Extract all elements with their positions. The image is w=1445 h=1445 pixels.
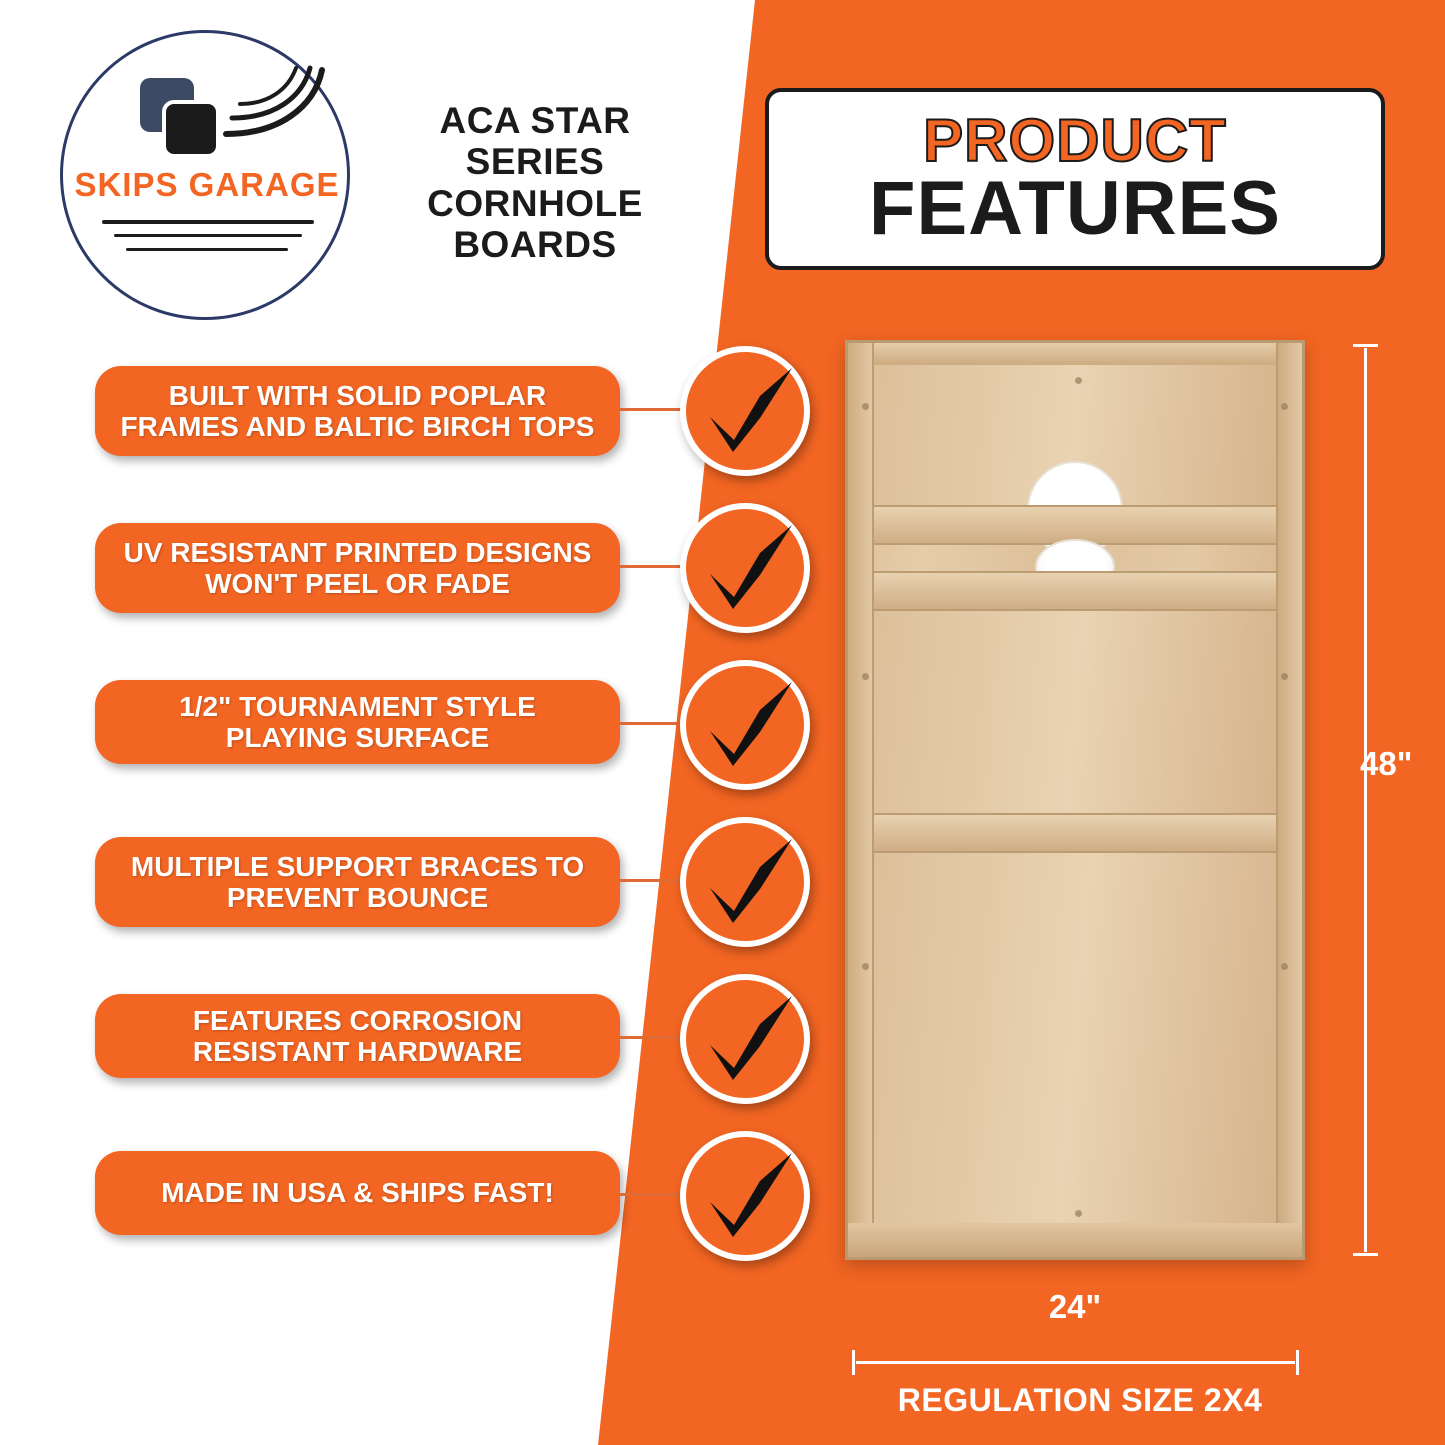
product-features-banner (765, 88, 1385, 270)
feature-label: UV RESISTANT PRINTED DESIGNS WON'T PEEL OR FADE (95, 523, 620, 613)
banner-product-text: PRODUCT (923, 107, 1227, 174)
board-right-rail (1276, 343, 1302, 1257)
support-brace (874, 813, 1276, 853)
board-middle-panel (874, 611, 1276, 813)
list-item (0, 513, 760, 670)
feature-list (0, 356, 760, 1298)
width-dimension-label: 24" (1048, 1288, 1102, 1325)
board-bottom-panel (874, 853, 1276, 1223)
screw-icon (1281, 673, 1288, 680)
list-item (0, 670, 760, 827)
feature-label: BUILT WITH SOLID POPLAR FRAMES AND BALTIC BIRCH TOPS (95, 366, 620, 456)
board-left-rail (848, 343, 874, 1257)
list-item (0, 827, 760, 984)
list-item (0, 984, 760, 1141)
logo-divider (102, 220, 314, 224)
swoosh-icon (218, 64, 328, 144)
feature-label: MULTIPLE SUPPORT BRACES TO PREVENT BOUNCE (95, 837, 620, 927)
feature-label: MADE IN USA & SHIPS FAST! (95, 1151, 620, 1235)
board-bottom-edge (848, 1223, 1302, 1257)
screw-icon (1281, 963, 1288, 970)
screw-icon (862, 963, 869, 970)
logo-divider (114, 234, 302, 237)
support-brace (874, 571, 1276, 611)
screw-icon (1075, 1210, 1082, 1217)
screw-icon (1281, 403, 1288, 410)
banner-features-text: FEATURES (869, 166, 1281, 251)
right-column (760, 0, 1445, 1445)
brand-logo (22, 20, 362, 320)
stacked-squares-front-icon (162, 100, 220, 158)
cornhole-board-illustration (845, 340, 1305, 1260)
page-title: ACA STAR SERIES CORNHOLE BOARDS (427, 100, 643, 266)
height-dimension-arrow (1345, 340, 1385, 1260)
brand-name: SKIPS GARAGE (74, 166, 340, 203)
logo-divider (126, 248, 288, 251)
screw-icon (1075, 377, 1082, 384)
list-item (0, 356, 760, 513)
screw-icon (862, 673, 869, 680)
feature-label: FEATURES CORROSION RESISTANT HARDWARE (95, 994, 620, 1078)
width-dimension-arrow (848, 1348, 1303, 1378)
list-item (0, 1141, 760, 1298)
board-top-edge (848, 343, 1302, 365)
feature-label: 1/2" TOURNAMENT STYLE PLAYING SURFACE (95, 680, 620, 764)
height-dimension-label: 48" (1360, 745, 1413, 782)
regulation-size-note: REGULATION SIZE 2X4 (897, 1382, 1263, 1418)
screw-icon (862, 403, 869, 410)
